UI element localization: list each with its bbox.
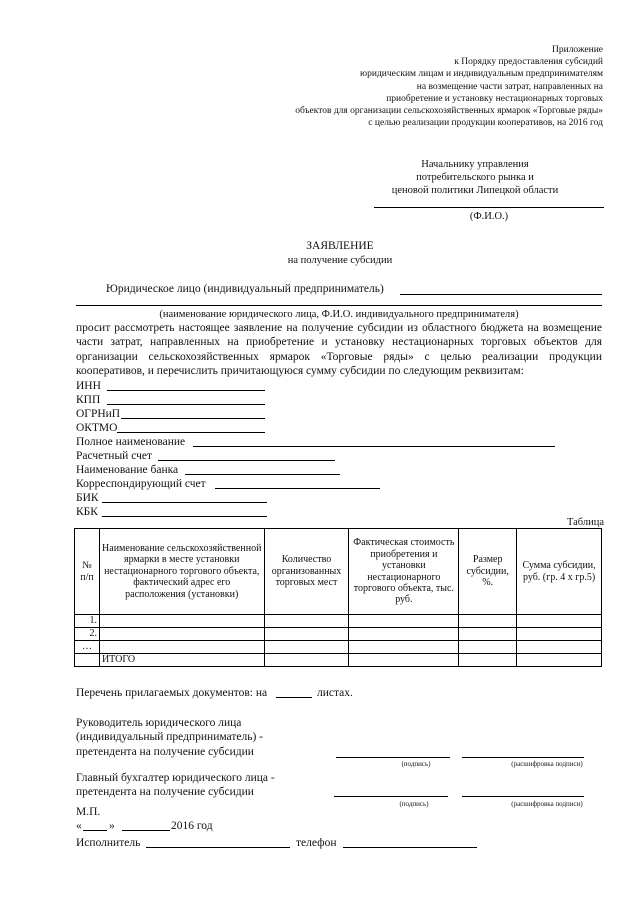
documents-pages-field[interactable]: [276, 697, 312, 698]
requisite-bank-field[interactable]: [185, 474, 340, 475]
head-decode-field[interactable]: [462, 757, 584, 758]
appendix-line: приобретение и установку нестационарных торговых: [386, 93, 603, 104]
requisite-oktmo-label: ОКТМО: [76, 422, 118, 434]
table-cell[interactable]: [264, 628, 349, 641]
table-cell[interactable]: [517, 628, 602, 641]
table-cell[interactable]: [459, 641, 517, 654]
requisite-bik-field[interactable]: [102, 502, 267, 503]
documents-after: листах.: [317, 687, 353, 699]
requisite-kpp-label: КПП: [76, 394, 101, 406]
row-number: 1.: [75, 615, 100, 628]
head-signature-hint: (подпись): [401, 760, 431, 768]
requisite-corr-account-label: Корреспондирующий счет: [76, 478, 206, 490]
table-cell[interactable]: [99, 615, 264, 628]
table-cell[interactable]: [264, 654, 349, 667]
appendix-block: [183, 44, 603, 129]
requisite-kbk-label: КБК: [76, 506, 98, 518]
requisite-kpp-field[interactable]: [107, 404, 265, 405]
requisite-bik-label: БИК: [76, 492, 99, 504]
table-cell[interactable]: [349, 628, 459, 641]
table-cell[interactable]: [99, 641, 264, 654]
appendix-line: Приложение: [552, 45, 603, 55]
table-cell[interactable]: [459, 615, 517, 628]
accountant-line: претендента на получение субсидии: [76, 786, 254, 799]
appendix-line: объектов для организации сельскохозяйственных ярмарок «Торговые ряды»: [295, 106, 603, 117]
accountant-signature-hint: (подпись): [399, 800, 429, 808]
addressee-line: Начальнику управления: [421, 159, 529, 170]
header-subsidy-percent: Размер субсидии, %.: [459, 529, 517, 615]
fio-label: (Ф.И.О.): [469, 211, 509, 222]
table-row: [75, 628, 602, 641]
stamp-label: М.П.: [76, 806, 101, 818]
entity-label: Юридическое лицо (индивидуальный предприниматель): [106, 283, 384, 295]
executor-field[interactable]: [146, 847, 290, 848]
head-block: [76, 716, 346, 759]
head-decode-hint: (расшифровка подписи): [511, 760, 583, 768]
phone-label: телефон: [296, 837, 337, 849]
table-cell: [75, 654, 100, 667]
table-cell[interactable]: [517, 641, 602, 654]
documents-before: Перечень прилагаемых документов: на: [76, 687, 268, 699]
date-open-quote: «: [76, 820, 82, 832]
date-close-quote: »: [109, 820, 115, 832]
head-line: претендента на получение субсидии: [76, 745, 254, 758]
addressee-block: [360, 158, 590, 197]
accountant-block: [76, 771, 356, 800]
table-cell[interactable]: [99, 628, 264, 641]
date-year: 2016 год: [171, 820, 213, 832]
appendix-line: юридическим лицам и индивидуальным предпринимателям: [360, 69, 603, 80]
table-cell[interactable]: [459, 654, 517, 667]
table-cell[interactable]: [264, 641, 349, 654]
table-row: [75, 641, 602, 654]
requisite-ogrnip-field[interactable]: [121, 418, 265, 419]
entity-field-line-1[interactable]: [400, 294, 602, 295]
table-cell[interactable]: [349, 654, 459, 667]
total-label: ИТОГО: [99, 654, 264, 667]
table-cell[interactable]: [349, 641, 459, 654]
header-fair-name: Наименование сельскохозяйственной ярмарки в месте установки нестационарного торгового объекта, фактический адрес его расположения (установки): [99, 529, 264, 615]
accountant-decode-hint: (расшифровка подписи): [511, 800, 583, 808]
requisite-kbk-field[interactable]: [102, 516, 267, 517]
appendix-line: на возмещение части затрат, направленных на: [416, 81, 603, 92]
accountant-line: Главный бухгалтер юридического лица -: [76, 772, 275, 784]
date-day-field[interactable]: [83, 830, 107, 831]
accountant-signature-field[interactable]: [334, 796, 448, 797]
appendix-line: к Порядку предоставления субсидий: [454, 57, 603, 68]
table-cell[interactable]: [264, 615, 349, 628]
head-signature-field[interactable]: [336, 757, 450, 758]
table-label: Таблица: [566, 517, 604, 528]
requisite-account-label: Расчетный счет: [76, 450, 152, 462]
addressee-fio-line[interactable]: [374, 207, 604, 208]
header-subsidy-sum: Сумма субсидии, руб. (гр. 4 х гр.5): [517, 529, 602, 615]
header-actual-cost: Фактическая стоимость приобретения и установки нестационарного торгового объекта, тыс. руб.: [349, 529, 459, 615]
header-places-count: Количество организованных торговых мест: [264, 529, 349, 615]
table-total-row: [75, 654, 602, 667]
addressee-line: потребительского рынка и: [416, 172, 534, 183]
requisite-fullname-label: Полное наименование: [76, 436, 186, 448]
date-month-field[interactable]: [122, 830, 170, 831]
requisite-account-field[interactable]: [158, 460, 335, 461]
head-line: Руководитель юридического лица: [76, 717, 242, 729]
header-number: № п/п: [75, 529, 100, 615]
entity-hint: (наименование юридического лица, Ф.И.О. индивидуального предпринимателя): [159, 309, 519, 320]
addressee-line: ценовой политики Липецкой области: [391, 185, 559, 196]
row-number: 2.: [75, 628, 100, 641]
table-cell[interactable]: [459, 628, 517, 641]
row-number: …: [75, 641, 100, 654]
request-paragraph: просит рассмотреть настоящее заявление на получение субсидии из областного бюджета на возмещение части затрат, направленных на приобретение и установку нестационарных торговых объектов для организации сельскохозяйственных ярмарок «Торговые ряды» с целью реализации продукции кооперативов, и перечислить причитающуюся сумму субсидии по следующим реквизитам:: [76, 322, 602, 378]
document-subtitle: на получение субсидии: [287, 255, 393, 266]
requisite-ogrnip-label: ОГРНиП: [76, 408, 121, 420]
executor-label: Исполнитель: [76, 837, 141, 849]
entity-field-line-2[interactable]: [76, 305, 602, 306]
requisite-fullname-field[interactable]: [193, 446, 555, 447]
accountant-decode-field[interactable]: [462, 796, 584, 797]
requisite-bank-label: Наименование банка: [76, 464, 179, 476]
document-title: ЗАЯВЛЕНИЕ: [306, 240, 374, 252]
table-cell[interactable]: [517, 615, 602, 628]
appendix-line: с целью реализации продукции кооперативов, на 2016 год: [368, 118, 603, 129]
requisite-inn-field[interactable]: [107, 390, 265, 391]
head-line: (индивидуальный предприниматель) -: [76, 731, 264, 744]
requisite-corr-account-field[interactable]: [215, 488, 380, 489]
requisite-inn-label: ИНН: [76, 380, 101, 392]
table-row: [75, 615, 602, 628]
phone-field[interactable]: [343, 847, 477, 848]
requisite-oktmo-field[interactable]: [117, 432, 265, 433]
table-cell[interactable]: [517, 654, 602, 667]
subsidy-table: [74, 528, 602, 667]
table-cell[interactable]: [349, 615, 459, 628]
table-header-row: [75, 529, 602, 615]
